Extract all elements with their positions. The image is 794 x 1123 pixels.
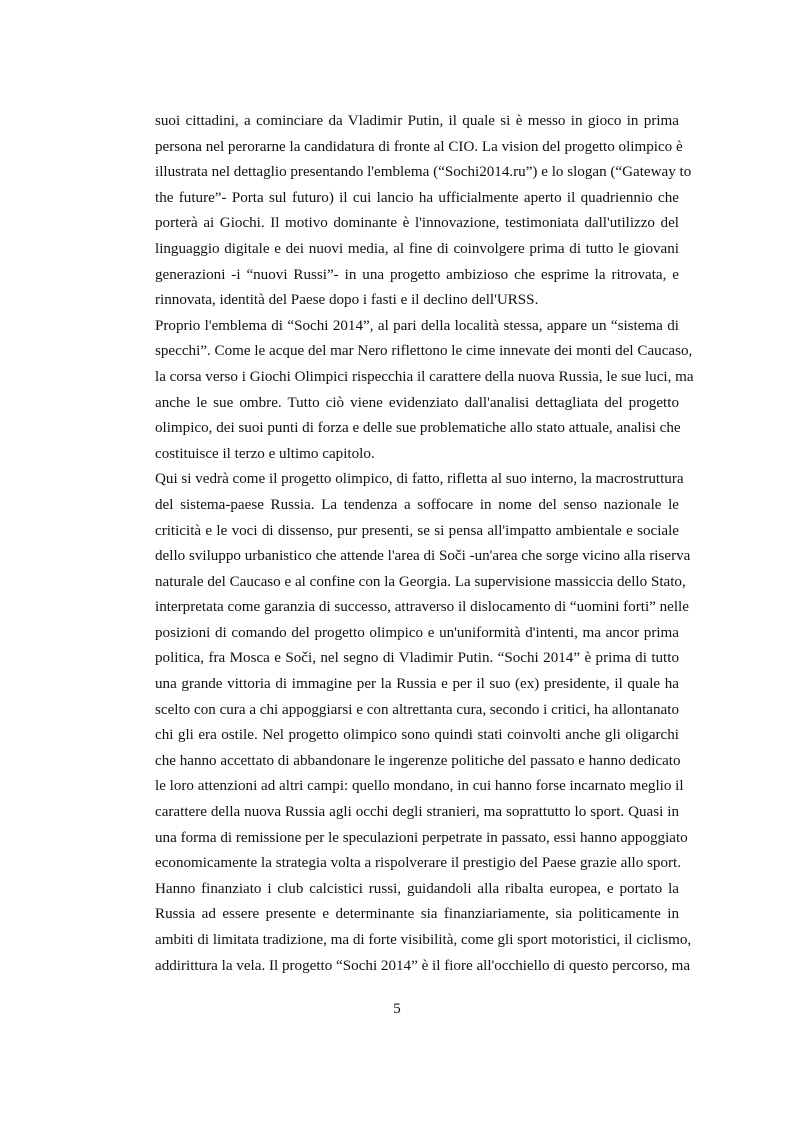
text-line: generazioni -i “nuovi Russi”- in una progetto ambizioso che esprime la ritrovata, e xyxy=(155,266,679,283)
text-line: anche le sue ombre. Tutto ciò viene evidenziato dall'analisi dettagliata del progetto xyxy=(155,394,679,411)
text-line: che hanno accettato di abbandonare le ingerenze politiche del passato e hanno dedicato xyxy=(155,752,681,769)
text-line: specchi”. Come le acque del mar Nero riflettono le cime innevate dei monti del Caucaso, xyxy=(155,343,693,360)
text-line: Proprio l'emblema di “Sochi 2014”, al pari della località stessa, appare un “sistema di xyxy=(155,317,679,334)
text-line: le loro attenzioni ad altri campi: quello mondano, in cui hanno forse incarnato meglio il xyxy=(155,778,684,795)
text-line: una forma di remissione per le speculazioni perpetrate in passato, essi hanno appoggiato xyxy=(155,829,688,846)
text-line: una grande vittoria di immagine per la Russia e per il suo (ex) presidente, il quale ha xyxy=(155,676,679,693)
text-line: scelto con cura a chi appoggiarsi e con altrettanta cura, secondo i critici, ha allontanato xyxy=(155,701,679,718)
text-line: persona nel perorarne la candidatura di fronte al CIO. La vision del progetto olimpico è xyxy=(155,138,683,155)
text-line: criticità e le voci di dissenso, pur presenti, se si pensa all'impatto ambientale e sociale xyxy=(155,522,679,539)
text-line: costituisce il terzo e ultimo capitolo. xyxy=(155,445,375,462)
body-text xyxy=(155,109,694,979)
text-line: dello sviluppo urbanistico che attende l'area di Soči -un'area che sorge vicino alla riserva xyxy=(155,548,691,565)
text-line: economicamente la strategia volta a rispolverare il prestigio del Paese grazie allo sport. xyxy=(155,855,681,872)
text-line: la corsa verso i Giochi Olimpici rispecchia il carattere della nuova Russia, le sue luci, ma xyxy=(155,368,694,385)
text-line: olimpico, dei suoi punti di forza e delle sue problematiche allo stato attuale, analisi che xyxy=(155,420,681,437)
text-line: naturale del Caucaso e al confine con la Georgia. La supervisione massiccia dello Stato, xyxy=(155,573,686,590)
text-line: ambiti di limitata tradizione, ma di forte visibilità, come gli sport motoristici, il ciclismo, xyxy=(155,932,692,948)
text-line: politica, fra Mosca e Soči, nel segno di Vladimir Putin. “Sochi 2014” è prima di tutto xyxy=(155,650,679,667)
text-line: carattere della nuova Russia agli occhi degli stranieri, ma soprattutto lo sport. Quasi in xyxy=(155,804,679,821)
text-line: Hanno finanziato i club calcistici russi, guidandoli alla ribalta europea, e portato la xyxy=(155,880,679,897)
text-line: illustrata nel dettaglio presentando l'emblema (“Sochi2014.ru”) e lo slogan (“Gateway to xyxy=(155,164,692,181)
text-line: del sistema-paese Russia. La tendenza a soffocare in nome del senso nazionale le xyxy=(155,496,679,513)
text-line: the future”- Porta sul futuro) il cui lancio ha ufficialmente aperto il quadriennio che xyxy=(155,189,679,206)
text-line: posizioni di comando del progetto olimpico e un'uniformità d'intenti, ma ancor prima xyxy=(155,624,679,641)
text-line: addirittura la vela. Il progetto “Sochi 2014” è il fiore all'occhiello di questo percorso, ma xyxy=(155,957,691,974)
text-line: Russia ad essere presente e determinante sia finanziariamente, sia politicamente in xyxy=(155,906,679,923)
text-line: porterà ai Giochi. Il motivo dominante è l'innovazione, testimoniata dall'utilizzo del xyxy=(155,215,679,232)
text-line: chi gli era ostile. Nel progetto olimpico sono quindi stati coinvolti anche gli oligarchi xyxy=(155,727,679,744)
page-number: 5 xyxy=(393,1001,401,1017)
text-line: suoi cittadini, a cominciare da Vladimir Putin, il quale si è messo in gioco in prima xyxy=(155,113,679,129)
text-line: interpretata come garanzia di successo, attraverso il dislocamento di “uomini forti” nelle xyxy=(155,599,689,616)
text-line: linguaggio digitale e dei nuovi media, al fine di coinvolgere prima di tutto le giovani xyxy=(155,240,679,257)
text-line: Qui si vedrà come il progetto olimpico, di fatto, rifletta al suo interno, la macrostruttura xyxy=(155,471,684,488)
text-line: rinnovata, identità del Paese dopo i fasti e il declino dell'URSS. xyxy=(155,292,539,309)
